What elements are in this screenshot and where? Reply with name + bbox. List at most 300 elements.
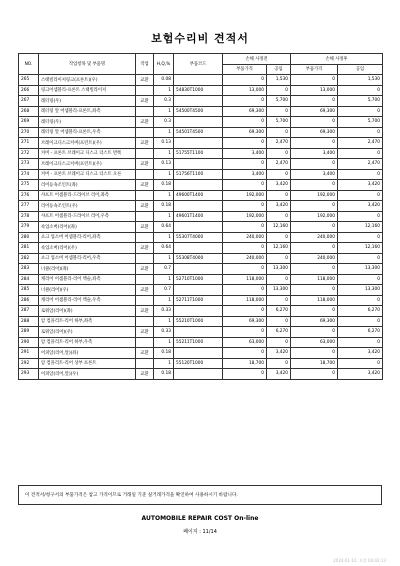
print-timestamp: 2024-01-10, 오후 04:02:13 <box>333 558 386 563</box>
table-row <box>19 274 383 285</box>
cell-pre-labor: 12,160 <box>267 243 291 254</box>
cell-post-labor: 13,300 <box>338 285 383 296</box>
cell-part-code: 49601T1400 <box>174 211 223 222</box>
cell-work <box>136 169 154 180</box>
cell-post-part-price: 0 <box>291 96 338 107</box>
cell-post-part-price: 13,000 <box>291 85 338 96</box>
table-row <box>19 127 383 138</box>
cell-post-labor: 1,530 <box>338 75 383 86</box>
cell-no: 281 <box>19 243 39 254</box>
cell-post-labor: 6,270 <box>338 306 383 317</box>
table-row <box>19 337 383 348</box>
cell-pre-part-price: 13,000 <box>223 85 267 96</box>
cell-pre-labor: 2,470 <box>267 159 291 170</box>
cell-post-part-price: 18,700 <box>291 358 338 369</box>
cell-post-labor: 13,300 <box>338 264 383 275</box>
cell-pre-part-price: 118,000 <box>223 295 267 306</box>
cell-hqty: 0.18 <box>154 348 174 359</box>
cell-pre-part-price: 63,000 <box>223 337 267 348</box>
cell-hqty: 0.64 <box>154 222 174 233</box>
cell-post-labor: 5,700 <box>338 96 383 107</box>
header-part-code: 부품코드 <box>174 54 223 75</box>
cell-work <box>136 85 154 96</box>
cell-pre-labor: 0 <box>267 274 291 285</box>
cell-post-part-price: 0 <box>291 180 338 191</box>
cell-hqty: 1 <box>154 358 174 369</box>
cell-part-code <box>174 117 223 128</box>
cell-no: 286 <box>19 295 39 306</box>
cell-work: 교환 <box>136 327 154 338</box>
cell-pre-labor: 2,470 <box>267 138 291 149</box>
cell-pre-part-price: 0 <box>223 285 267 296</box>
cell-part-code: 55210T1000 <box>174 316 223 327</box>
cell-work: 교환 <box>136 369 154 380</box>
cell-pre-part-price: 18,700 <box>223 358 267 369</box>
cell-item-name: 쇽업소버(리어)(우) <box>39 243 136 254</box>
cell-no: 276 <box>19 190 39 201</box>
cell-post-part-price: 3,400 <box>291 169 338 180</box>
cell-pre-labor: 0 <box>267 316 291 327</box>
cell-hqty: 0.18 <box>154 180 174 191</box>
cell-no: 271 <box>19 138 39 149</box>
cell-pre-part-price: 0 <box>223 138 267 149</box>
cell-hqty: 0.3 <box>154 96 174 107</box>
cell-work: 교환 <box>136 201 154 212</box>
cell-work <box>136 211 154 222</box>
cell-no: 268 <box>19 106 39 117</box>
cell-post-labor: 3,420 <box>338 348 383 359</box>
cell-part-code: 54500T4500 <box>174 106 223 117</box>
cell-pre-labor: 0 <box>267 253 291 264</box>
cell-part-code <box>174 138 223 149</box>
table-row <box>19 159 383 170</box>
cell-pre-labor: 12,160 <box>267 222 291 233</box>
cell-part-code <box>174 285 223 296</box>
cell-part-code <box>174 180 223 191</box>
table-row <box>19 211 383 222</box>
cell-part-code: 55211T1000 <box>174 337 223 348</box>
cell-post-part-price: 0 <box>291 75 338 86</box>
header-hqty: H,Q,% <box>154 54 174 75</box>
cell-hqty: 1 <box>154 211 174 222</box>
cell-item-name: 브레이크디스크커버(프런트)(우) <box>39 159 136 170</box>
cell-post-part-price: 69,300 <box>291 127 338 138</box>
cell-item-name: 암 컴플리트-리어 하부,좌측 <box>39 316 136 327</box>
cell-item-name: 샤프트 어셈블리-드라이브 리어,우측 <box>39 211 136 222</box>
cell-pre-labor: 0 <box>267 337 291 348</box>
cell-pre-labor: 0 <box>267 358 291 369</box>
cell-post-labor: 0 <box>338 274 383 285</box>
cell-no: 272 <box>19 148 39 159</box>
header-after-assessment: 손해 사정후 <box>291 54 383 65</box>
cell-no: 289 <box>19 327 39 338</box>
cell-no: 277 <box>19 201 39 212</box>
table-row <box>19 243 383 254</box>
cell-pre-labor: 0 <box>267 106 291 117</box>
header-pre-labor: 공임 <box>267 64 291 75</box>
cell-part-code <box>174 222 223 233</box>
cell-part-code <box>174 264 223 275</box>
cell-no: 266 <box>19 85 39 96</box>
cell-no: 285 <box>19 285 39 296</box>
cell-pre-part-price: 3,400 <box>223 169 267 180</box>
footer-brand: AUTOMOBILE REPAIR COST On-line <box>141 515 259 522</box>
cell-no: 288 <box>19 316 39 327</box>
cell-item-name: 어퍼암(리어,앞)(좌) <box>39 348 136 359</box>
cell-work <box>136 253 154 264</box>
cell-no: 280 <box>19 232 39 243</box>
cell-post-labor: 0 <box>338 127 383 138</box>
cell-pre-labor: 6,270 <box>267 306 291 317</box>
cell-pre-labor: 0 <box>267 148 291 159</box>
cell-pre-labor: 3,420 <box>267 369 291 380</box>
cell-no: 269 <box>19 117 39 128</box>
cell-item-name: 스태빌라이저링크(프론트)(우) <box>39 75 136 86</box>
cell-item-name: 레터링(우) <box>39 117 136 128</box>
cell-post-labor: 0 <box>338 211 383 222</box>
cell-work <box>136 337 154 348</box>
cell-post-part-price: 192,000 <box>291 190 338 201</box>
cell-pre-part-price: 69,300 <box>223 106 267 117</box>
cell-item-name: 레터링 앞 어셈블리-프론트,좌측 <box>39 106 136 117</box>
table-row <box>19 180 383 191</box>
cell-pre-part-price: 192,000 <box>223 190 267 201</box>
cell-post-part-price: 118,000 <box>291 295 338 306</box>
cell-work: 교환 <box>136 117 154 128</box>
cell-hqty: 0.18 <box>154 369 174 380</box>
cell-work <box>136 316 154 327</box>
cell-post-part-price: 0 <box>291 285 338 296</box>
cell-post-labor: 12,160 <box>338 243 383 254</box>
cell-post-part-price: 0 <box>291 243 338 254</box>
cell-hqty: 1 <box>154 253 174 264</box>
cell-part-code: 55120T1000 <box>174 358 223 369</box>
cell-work <box>136 148 154 159</box>
cell-no: 292 <box>19 358 39 369</box>
cell-item-name: 샤프트 어셈블리-드라이브 리어,좌측 <box>39 190 136 201</box>
cell-part-code: 52711T1000 <box>174 295 223 306</box>
cell-no: 275 <box>19 180 39 191</box>
cell-work: 교환 <box>136 222 154 233</box>
cell-no: 279 <box>19 222 39 233</box>
cell-pre-labor: 13,300 <box>267 264 291 275</box>
cell-pre-labor: 5,700 <box>267 117 291 128</box>
cell-pre-part-price: 0 <box>223 348 267 359</box>
cell-work: 교환 <box>136 243 154 254</box>
cell-post-labor: 2,470 <box>338 138 383 149</box>
table-row <box>19 264 383 275</box>
cell-hqty: 0.64 <box>154 243 174 254</box>
cell-part-code: 54501T4500 <box>174 127 223 138</box>
cell-hqty: 1 <box>154 127 174 138</box>
cell-pre-part-price: 0 <box>223 96 267 107</box>
cell-post-part-price: 69,300 <box>291 106 338 117</box>
cell-post-part-price: 118,000 <box>291 274 338 285</box>
cell-part-code: 51755T1100 <box>174 148 223 159</box>
cell-post-part-price: 0 <box>291 222 338 233</box>
cell-pre-labor: 5,700 <box>267 96 291 107</box>
cell-item-name: 쇽업소버(리어)(좌) <box>39 222 136 233</box>
table-row <box>19 138 383 149</box>
cell-no: 274 <box>19 169 39 180</box>
cell-post-part-price: 69,300 <box>291 316 338 327</box>
table-row <box>19 75 383 86</box>
cell-post-part-price: 240,000 <box>291 253 338 264</box>
cell-work <box>136 274 154 285</box>
cell-pre-part-price: 0 <box>223 327 267 338</box>
cell-pre-part-price: 69,300 <box>223 127 267 138</box>
cell-work <box>136 358 154 369</box>
cell-hqty: 0.7 <box>154 285 174 296</box>
cell-post-labor: 2,470 <box>338 159 383 170</box>
header-post-labor: 공임 <box>338 64 383 75</box>
cell-part-code: 55308T4000 <box>174 253 223 264</box>
cell-post-labor: 3,420 <box>338 369 383 380</box>
cell-pre-part-price: 69,300 <box>223 316 267 327</box>
cell-hqty: 0.13 <box>154 159 174 170</box>
table-row <box>19 285 383 296</box>
cell-item-name: 커버 - 프론트 브레이크 디스크 더스트 반쪽 <box>39 148 136 159</box>
cell-pre-labor: 3,420 <box>267 201 291 212</box>
header-post-part-price: 부품가격 <box>291 64 338 75</box>
cell-work: 교환 <box>136 75 154 86</box>
table-row <box>19 96 383 107</box>
cell-hqty: 1 <box>154 337 174 348</box>
cell-item-name: 너클(리어)(좌) <box>39 264 136 275</box>
cell-post-part-price: 0 <box>291 306 338 317</box>
table-row <box>19 358 383 369</box>
cell-pre-part-price: 0 <box>223 243 267 254</box>
table-row <box>19 306 383 317</box>
document-title: 보험수리비 견적서 <box>151 32 249 45</box>
cell-part-code <box>174 369 223 380</box>
header-pre-part-price: 부품가격 <box>223 64 267 75</box>
cell-work <box>136 190 154 201</box>
cell-post-labor: 0 <box>338 316 383 327</box>
cell-part-code: 49600T1400 <box>174 190 223 201</box>
cell-work: 교환 <box>136 264 154 275</box>
table-row <box>19 106 383 117</box>
cell-hqty: 1 <box>154 85 174 96</box>
cell-part-code: 51756T1100 <box>174 169 223 180</box>
cell-hqty: 1 <box>154 106 174 117</box>
cell-pre-part-price: 0 <box>223 117 267 128</box>
cell-pre-part-price: 0 <box>223 75 267 86</box>
cell-work <box>136 232 154 243</box>
cell-hqty: 1 <box>154 316 174 327</box>
cell-hqty: 1 <box>154 190 174 201</box>
cell-post-part-price: 0 <box>291 159 338 170</box>
cell-no: 265 <box>19 75 39 86</box>
cell-work <box>136 127 154 138</box>
cell-post-part-price: 0 <box>291 201 338 212</box>
cell-post-part-price: 0 <box>291 327 338 338</box>
cell-item-name: 로워암(리어)(좌) <box>39 306 136 317</box>
cell-post-labor: 6,270 <box>338 327 383 338</box>
cell-hqty: 0.3 <box>154 117 174 128</box>
cell-part-code <box>174 348 223 359</box>
table-row <box>19 348 383 359</box>
cell-work: 교환 <box>136 138 154 149</box>
cell-pre-part-price: 0 <box>223 159 267 170</box>
cell-pre-part-price: 0 <box>223 369 267 380</box>
cell-item-name: 링크어셈블리-프론트 스태빌라이저 <box>39 85 136 96</box>
cell-post-part-price: 0 <box>291 369 338 380</box>
table-row <box>19 327 383 338</box>
cell-part-code: 55307T4000 <box>174 232 223 243</box>
cell-no: 282 <box>19 253 39 264</box>
table-row <box>19 148 383 159</box>
cell-item-name: 리어등속조인트(좌) <box>39 180 136 191</box>
cell-item-name: 암 컴플리트-리어 상부 프론트 <box>39 358 136 369</box>
header-work: 작업 <box>136 54 154 75</box>
table-row <box>19 253 383 264</box>
cell-pre-part-price: 0 <box>223 306 267 317</box>
table-row <box>19 117 383 128</box>
cell-post-labor: 12,160 <box>338 222 383 233</box>
cell-work: 교환 <box>136 348 154 359</box>
cell-item-name: 어퍼암(리어,앞)(우) <box>39 369 136 380</box>
table-row <box>19 85 383 96</box>
cell-part-code <box>174 159 223 170</box>
cell-post-labor: 0 <box>338 232 383 243</box>
cell-no: 283 <box>19 264 39 275</box>
cell-item-name: 레터링 앞 어셈블리-프론트,우측 <box>39 127 136 138</box>
cell-no: 278 <box>19 211 39 222</box>
cell-part-code <box>174 327 223 338</box>
cell-pre-labor: 0 <box>267 85 291 96</box>
cell-item-name: 암 컴플리트-리어 하부,우측 <box>39 337 136 348</box>
cell-no: 270 <box>19 127 39 138</box>
disclaimer-note: 이 견적서/청구서의 부품가격은 참고 가격이므로 거래일 기준 실거래가격을 확인하여 사용하시기 바랍니다. <box>18 485 382 505</box>
cell-work: 교환 <box>136 306 154 317</box>
cell-pre-part-price: 0 <box>223 222 267 233</box>
cell-post-labor: 0 <box>338 358 383 369</box>
cell-pre-labor: 0 <box>267 211 291 222</box>
cell-no: 290 <box>19 337 39 348</box>
header-item-name: 작업항목 및 부품명 <box>39 54 136 75</box>
cell-item-name: 캐리어 어셈블리-리어 액슬,우측 <box>39 295 136 306</box>
cell-hqty: 0.18 <box>154 201 174 212</box>
cell-post-part-price: 192,000 <box>291 211 338 222</box>
cell-post-labor: 0 <box>338 253 383 264</box>
cell-pre-labor: 0 <box>267 127 291 138</box>
table-row <box>19 222 383 233</box>
cell-post-part-price: 63,000 <box>291 337 338 348</box>
cell-post-part-price: 3,400 <box>291 148 338 159</box>
cell-pre-labor: 3,420 <box>267 180 291 191</box>
cell-pre-labor: 13,300 <box>267 285 291 296</box>
table-row <box>19 201 383 212</box>
cell-post-labor: 5,700 <box>338 117 383 128</box>
cell-post-labor: 0 <box>338 169 383 180</box>
cell-item-name: 쇼크 업소버 어셈블리-리어,우측 <box>39 253 136 264</box>
page-number: 페이지 : 11/14 <box>183 529 217 535</box>
cell-pre-labor: 0 <box>267 232 291 243</box>
cell-post-part-price: 0 <box>291 138 338 149</box>
cell-post-part-price: 240,000 <box>291 232 338 243</box>
cell-post-part-price: 0 <box>291 264 338 275</box>
cell-no: 273 <box>19 159 39 170</box>
table-row <box>19 169 383 180</box>
cell-post-labor: 0 <box>338 337 383 348</box>
cell-pre-part-price: 3,400 <box>223 148 267 159</box>
cell-no: 293 <box>19 369 39 380</box>
cell-pre-part-price: 118,000 <box>223 274 267 285</box>
cell-hqty: 1 <box>154 169 174 180</box>
table-row <box>19 190 383 201</box>
cell-hqty: 1 <box>154 274 174 285</box>
cell-pre-labor: 0 <box>267 169 291 180</box>
cell-part-code: 52710T1000 <box>174 274 223 285</box>
cell-pre-part-price: 240,000 <box>223 253 267 264</box>
cell-post-labor: 3,420 <box>338 201 383 212</box>
cell-post-labor: 0 <box>338 148 383 159</box>
cell-no: 291 <box>19 348 39 359</box>
estimate-table <box>18 53 383 380</box>
cell-pre-part-price: 240,000 <box>223 232 267 243</box>
cell-item-name: 레터링(우) <box>39 96 136 107</box>
cell-part-code <box>174 201 223 212</box>
cell-pre-part-price: 0 <box>223 201 267 212</box>
cell-post-part-price: 0 <box>291 348 338 359</box>
cell-pre-labor: 0 <box>267 190 291 201</box>
cell-post-labor: 0 <box>338 106 383 117</box>
table-row <box>19 369 383 380</box>
cell-item-name: 브레이크디스크커버(프런트)(우) <box>39 138 136 149</box>
cell-work <box>136 295 154 306</box>
cell-work: 교환 <box>136 96 154 107</box>
cell-pre-part-price: 0 <box>223 180 267 191</box>
cell-item-name: 캐리어 어셈블리-리어 액슬,좌측 <box>39 274 136 285</box>
cell-work: 교환 <box>136 180 154 191</box>
header-no: NO. <box>19 54 39 75</box>
cell-pre-part-price: 192,000 <box>223 211 267 222</box>
cell-hqty: 1 <box>154 295 174 306</box>
cell-work <box>136 106 154 117</box>
cell-item-name: 리어등속조인트(우) <box>39 201 136 212</box>
header-before-assessment: 손해 사정전 <box>223 54 291 65</box>
cell-no: 267 <box>19 96 39 107</box>
cell-pre-labor: 3,420 <box>267 348 291 359</box>
cell-item-name: 쇼크 업소버 어셈블리-리어,좌측 <box>39 232 136 243</box>
cell-pre-labor: 0 <box>267 295 291 306</box>
cell-part-code <box>174 243 223 254</box>
cell-work: 교환 <box>136 285 154 296</box>
cell-hqty: 0.7 <box>154 264 174 275</box>
cell-no: 284 <box>19 274 39 285</box>
cell-pre-part-price: 0 <box>223 264 267 275</box>
cell-item-name: 너클(리어)(우) <box>39 285 136 296</box>
cell-part-code <box>174 96 223 107</box>
cell-part-code <box>174 75 223 86</box>
cell-pre-labor: 1,530 <box>267 75 291 86</box>
cell-hqty: 1 <box>154 148 174 159</box>
cell-hqty: 0.33 <box>154 327 174 338</box>
cell-no: 287 <box>19 306 39 317</box>
table-row <box>19 295 383 306</box>
cell-hqty: 0.13 <box>154 138 174 149</box>
cell-item-name: 로워암(리어)(우) <box>39 327 136 338</box>
cell-item-name: 커버 - 프론트 브레이크 디스크 더스트 오른 <box>39 169 136 180</box>
table-row <box>19 232 383 243</box>
cell-work: 교환 <box>136 159 154 170</box>
cell-post-labor: 0 <box>338 190 383 201</box>
cell-part-code: 54830T1000 <box>174 85 223 96</box>
cell-hqty: 0.33 <box>154 306 174 317</box>
cell-post-labor: 0 <box>338 295 383 306</box>
cell-post-labor: 0 <box>338 85 383 96</box>
